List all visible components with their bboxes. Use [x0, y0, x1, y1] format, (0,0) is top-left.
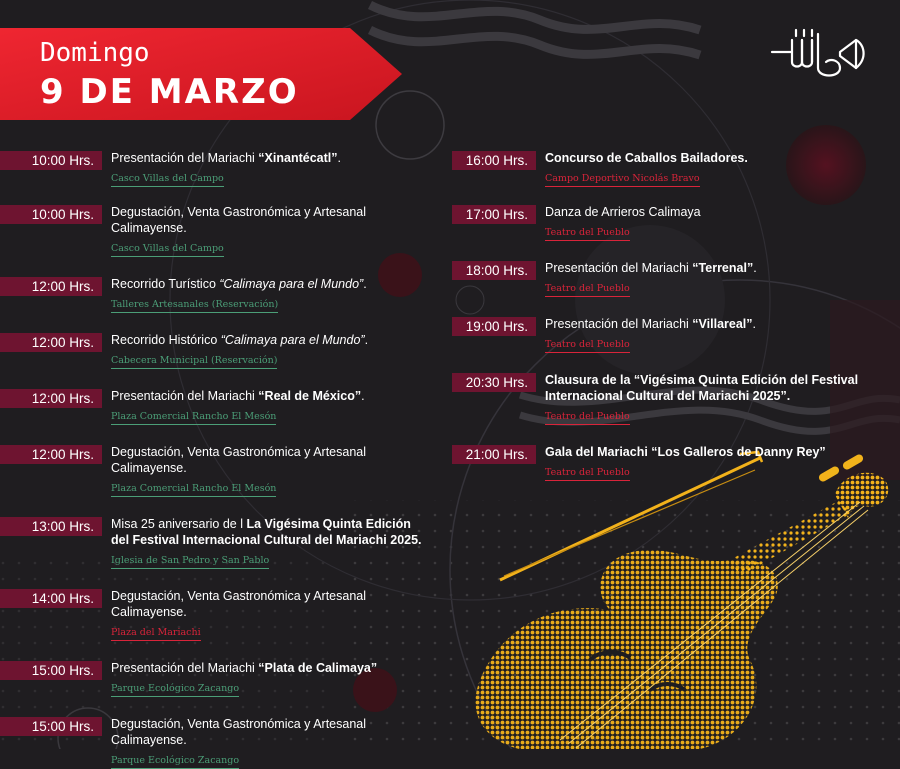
- event-time: 13:00 Hrs.: [0, 517, 102, 536]
- event-item: [0, 332, 440, 369]
- event-venue: Talleres Artesanales (Reservación): [111, 298, 278, 313]
- event-venue: Teatro del Pueblo: [545, 226, 630, 241]
- event-time: 15:00 Hrs.: [0, 661, 102, 680]
- event-time: 12:00 Hrs.: [0, 277, 102, 296]
- event-title: Gala del Mariachi “Los Galleros de Danny Rey”: [545, 445, 826, 459]
- event-time: 20:30 Hrs.: [452, 373, 536, 392]
- event-time: 10:00 Hrs.: [0, 151, 102, 170]
- event-item: [0, 204, 440, 257]
- event-title: Recorrido Histórico “Calimaya para el Mundo”.: [111, 333, 369, 347]
- event-title: Misa 25 aniversario de l La Vigésima Quinta Edición del Festival Internacional Cultural del Mariachi 2025.: [111, 517, 422, 547]
- schedule-left-column: [0, 150, 440, 769]
- event-venue: Teatro del Pueblo: [545, 410, 630, 425]
- banner-date: 9 DE MARZO: [40, 72, 299, 112]
- event-item: [0, 444, 440, 497]
- event-title: Clausura de la “Vigésima Quinta Edición del Festival Internacional Cultural del Mariachi 2025”.: [545, 373, 859, 403]
- event-item: [0, 388, 440, 425]
- event-venue: Teatro del Pueblo: [545, 282, 630, 297]
- event-venue: Campo Deportivo Nicolás Bravo: [545, 172, 700, 187]
- event-title: Concurso de Caballos Bailadores.: [545, 151, 748, 165]
- event-item: [452, 150, 900, 187]
- event-title: Presentación del Mariachi “Real de México”.: [111, 389, 365, 403]
- trumpet-logo-icon: [770, 22, 874, 86]
- event-item: [0, 588, 440, 641]
- event-item: [0, 150, 440, 187]
- event-item: [0, 276, 440, 313]
- event-time: 21:00 Hrs.: [452, 445, 536, 464]
- event-venue: Plaza Comercial Rancho El Mesón: [111, 410, 276, 425]
- event-title: Presentación del Mariachi “Terrenal”.: [545, 261, 757, 275]
- violin-icon: [440, 440, 900, 749]
- event-title: Degustación, Venta Gastronómica y Artesanal Calimayense.: [111, 445, 367, 475]
- event-item: [0, 660, 440, 697]
- event-item: [452, 204, 900, 241]
- event-item: [452, 260, 900, 297]
- event-time: 19:00 Hrs.: [452, 317, 536, 336]
- event-time: 12:00 Hrs.: [0, 445, 102, 464]
- event-item: [0, 516, 440, 569]
- event-time: 18:00 Hrs.: [452, 261, 536, 280]
- schedule-right-column: [452, 150, 900, 481]
- event-venue: Plaza del Mariachi: [111, 626, 201, 641]
- event-item: [0, 716, 440, 769]
- event-title: Degustación, Venta Gastronómica y Artesanal Calimayense.: [111, 205, 367, 235]
- event-item: [452, 316, 900, 353]
- event-venue: Plaza Comercial Rancho El Mesón: [111, 482, 276, 497]
- event-time: 12:00 Hrs.: [0, 333, 102, 352]
- event-title: Presentación del Mariachi “Xinantécatl”.: [111, 151, 341, 165]
- event-title: Degustación, Venta Gastronómica y Artesanal Calimayense.: [111, 717, 367, 747]
- event-venue: Iglesia de San Pedro y San Pablo: [111, 554, 269, 569]
- event-time: 12:00 Hrs.: [0, 389, 102, 408]
- event-title: Danza de Arrieros Calimaya: [545, 205, 701, 219]
- event-venue: Teatro del Pueblo: [545, 466, 630, 481]
- event-title: Recorrido Turístico “Calimaya para el Mundo”.: [111, 277, 367, 291]
- event-time: 10:00 Hrs.: [0, 205, 102, 224]
- event-venue: Casco Villas del Campo: [111, 172, 224, 187]
- event-item: [452, 372, 900, 425]
- event-venue: Casco Villas del Campo: [111, 242, 224, 257]
- event-time: 14:00 Hrs.: [0, 589, 102, 608]
- event-item: [452, 444, 900, 481]
- event-venue: Cabecera Municipal (Reservación): [111, 354, 277, 369]
- event-title: Degustación, Venta Gastronómica y Artesanal Calimayense.: [111, 589, 367, 619]
- event-venue: Parque Ecológico Zacango: [111, 754, 239, 769]
- event-time: 15:00 Hrs.: [0, 717, 102, 736]
- event-title: Presentación del Mariachi “Plata de Calimaya”: [111, 661, 378, 675]
- event-title: Presentación del Mariachi “Villareal”.: [545, 317, 757, 331]
- banner-day: Domingo: [40, 38, 150, 68]
- event-time: 16:00 Hrs.: [452, 151, 536, 170]
- event-venue: Parque Ecológico Zacango: [111, 682, 239, 697]
- event-venue: Teatro del Pueblo: [545, 338, 630, 353]
- event-time: 17:00 Hrs.: [452, 205, 536, 224]
